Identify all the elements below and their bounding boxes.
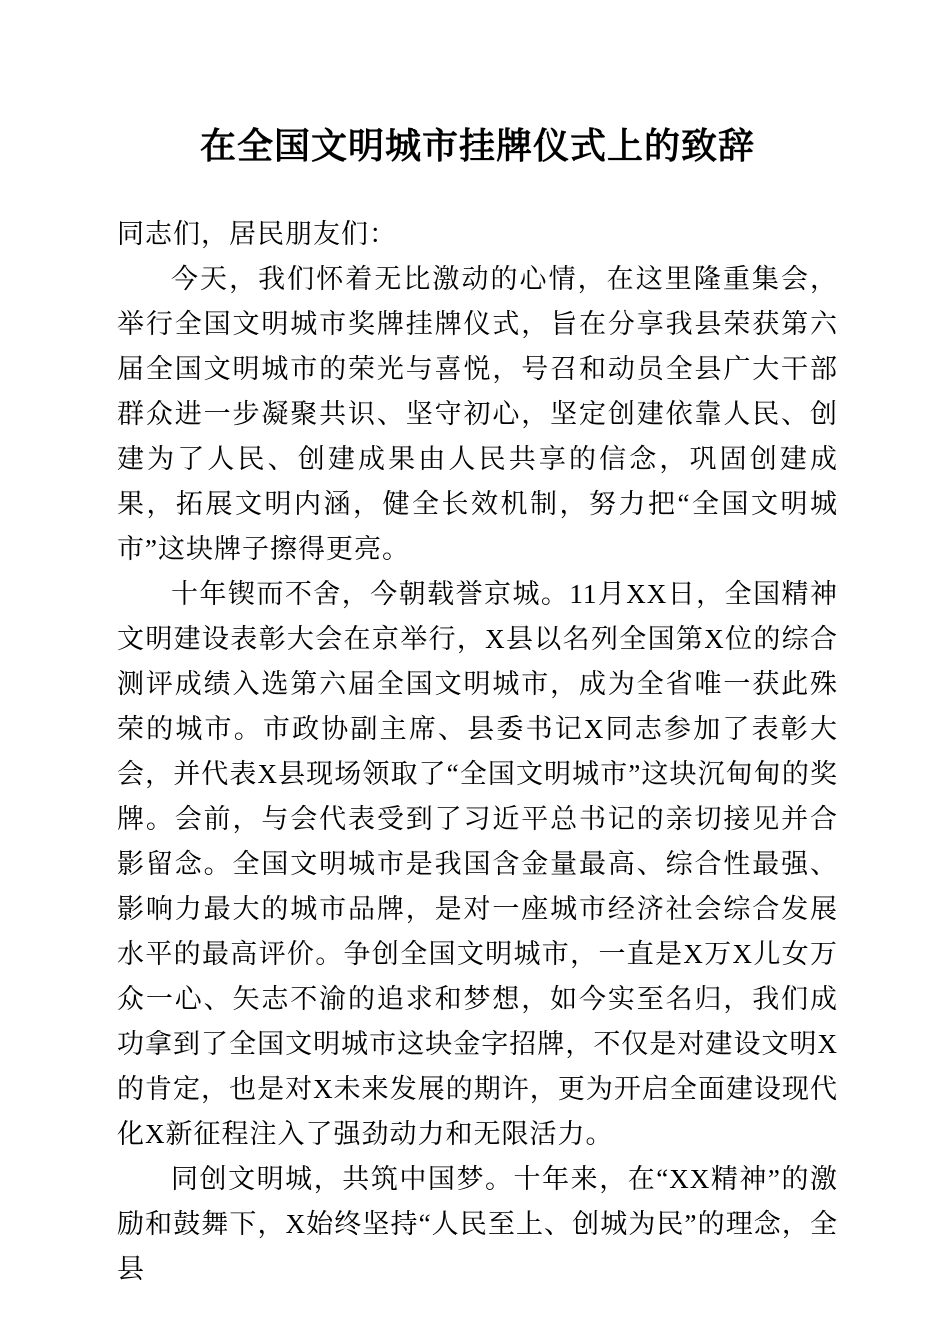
salutation-line: 同志们，居民朋友们： bbox=[117, 219, 397, 249]
paragraph-opening: 今天，我们怀着无比激动的心情，在这里隆重集会，举行全国文明城市奖牌挂牌仪式，旨在分享我县荣获第六届全国文明城市的荣光与喜悦，号召和动员全县广大干部群众进一步凝聚共识、坚守初心，坚定创建依靠人民、创建为了人民、创建成果由人民共享的信念，巩固创建成果，拓展文明内涵，健全长效机制，努力把“全国文明城市”这块牌子擦得更亮。 bbox=[117, 264, 838, 564]
paragraph-award-ceremony: 十年锲而不舍，今朝载誉京城。11月XX日，全国精神文明建设表彰大会在京举行，X县以名列全国第X位的综合测评成绩入选第六届全国文明城市，成为全省唯一获此殊荣的城市。市政协副主席、县委书记X同志参加了表彰大会，并代表X县现场领取了“全国文明城市”这块沉甸甸的奖牌。会前，与会代表受到了习近平总书记的亲切接见并合影留念。全国文明城市是我国含金量最高、综合性最强、影响力最大的城市品牌，是对一座城市经济社会综合发展水平的最高评价。争创全国文明城市，一直是X万X儿女万众一心、矢志不渝的追求和梦想，如今实至名归，我们成功拿到了全国文明城市这块金字招牌，不仅是对建设文明X的肯定，也是对X未来发展的期许，更为开启全面建设现代化X新征程注入了强劲动力和无限活力。 bbox=[117, 579, 838, 1149]
document-body bbox=[117, 212, 838, 1292]
document-title: 在全国文明城市挂牌仪式上的致辞 bbox=[199, 125, 755, 167]
paragraph-closing: 同创文明城，共筑中国梦。十年来，在“XX精神”的激励和鼓舞下，X始终坚持“人民至上、创城为民”的理念，全县 bbox=[117, 1164, 838, 1284]
